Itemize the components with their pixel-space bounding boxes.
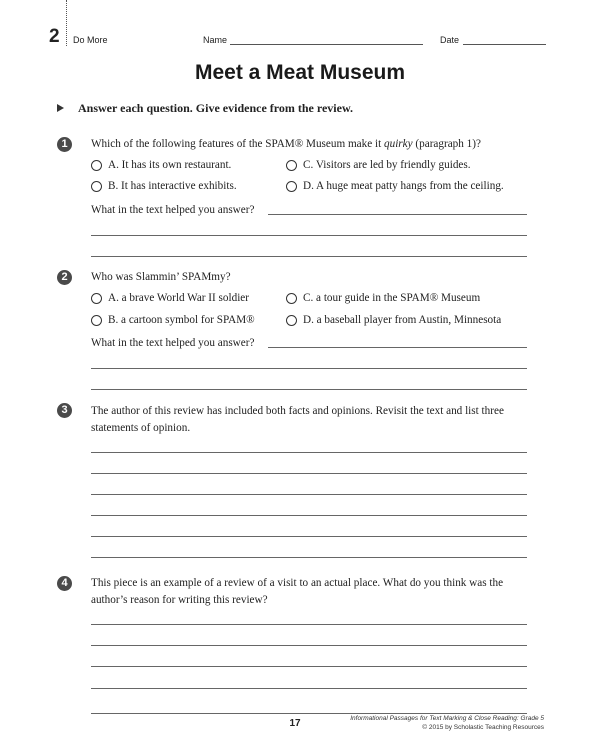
question-2-text: Who was Slammin’ SPAMmy? [91,271,231,283]
radio-circle-icon[interactable] [286,160,297,171]
q2-option-d[interactable]: D. a baseball player from Austin, Minnesota [286,314,501,326]
answer-line[interactable] [91,688,527,689]
question-1-text: Which of the following features of the SPAM® Museum make it quirky (paragraph 1)? [91,138,481,150]
unit-label: Do More [73,35,108,45]
answer-line[interactable] [268,214,527,215]
question-number-badge: 4 [57,576,72,591]
book-title: Informational Passages for Text Marking & Close Reading: Grade 5 [350,715,544,722]
radio-circle-icon[interactable] [91,181,102,192]
radio-circle-icon[interactable] [91,160,102,171]
page-number: 17 [289,718,301,729]
answer-line[interactable] [91,713,527,714]
question-number-badge: 1 [57,137,72,152]
q1-option-b[interactable]: B. It has interactive exhibits. [91,180,237,192]
date-label: Date [440,35,460,45]
q2-evidence-prompt: What in the text helped you answer? [91,337,255,349]
answer-line[interactable] [91,494,527,495]
question-number-badge: 2 [57,270,72,285]
unit-number: 2 [49,26,60,47]
instructions: Answer each question. Give evidence from the review. [78,101,353,115]
radio-circle-icon[interactable] [286,293,297,304]
answer-line[interactable] [91,666,527,667]
q2-option-c[interactable]: C. a tour guide in the SPAM® Museum [286,292,480,304]
q1-option-a[interactable]: A. It has its own restaurant. [91,159,231,171]
radio-circle-icon[interactable] [91,293,102,304]
unit-divider [66,0,67,46]
answer-line[interactable] [91,452,527,453]
answer-line[interactable] [91,624,527,625]
radio-circle-icon[interactable] [286,315,297,326]
q1-option-c[interactable]: C. Visitors are led by friendly guides. [286,159,471,171]
answer-line[interactable] [91,536,527,537]
radio-circle-icon[interactable] [286,181,297,192]
copyright: © 2015 by Scholastic Teaching Resources [422,724,544,731]
radio-circle-icon[interactable] [91,315,102,326]
question-number-badge: 3 [57,403,72,418]
answer-line[interactable] [91,256,527,257]
question-4-text: This piece is an example of a review of a visit to an actual place. What do you think was the author’s reason for writing this review? [91,577,504,606]
question-3-text: The author of this review has included both facts and opinions. Revisit the text and list three statements of opinion. [91,405,504,434]
arrow-bullet-icon [57,104,64,112]
q2-option-b[interactable]: B. a cartoon symbol for SPAM® [91,314,255,326]
name-label: Name [203,35,228,45]
q1-evidence-prompt: What in the text helped you answer? [91,204,255,216]
answer-line[interactable] [91,235,527,236]
q1-option-d[interactable]: D. A huge meat patty hangs from the ceiling. [286,180,504,192]
page-title: Meet a Meat Museum [194,61,406,84]
answer-line[interactable] [91,645,527,646]
answer-line[interactable] [91,557,527,558]
answer-line[interactable] [91,389,527,390]
answer-line[interactable] [91,473,527,474]
answer-line[interactable] [268,347,527,348]
answer-line[interactable] [91,368,527,369]
answer-line[interactable] [91,515,527,516]
date-field[interactable] [463,44,546,45]
name-field[interactable] [230,44,423,45]
q2-option-a[interactable]: A. a brave World War II soldier [91,292,249,304]
